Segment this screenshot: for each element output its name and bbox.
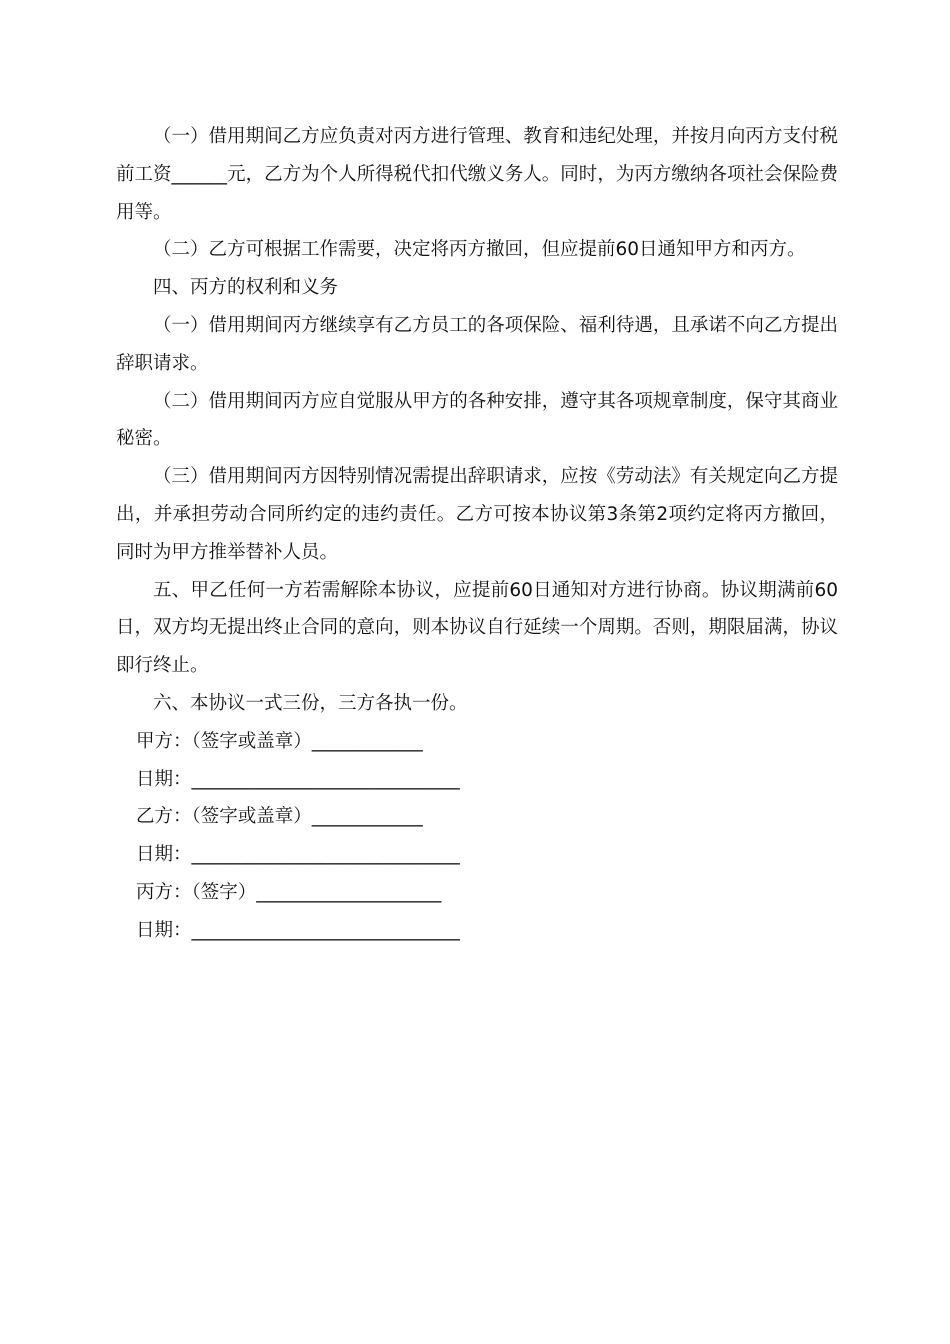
clause-4-1-paragraph: （一）借用期间丙方继续享有乙方员工的各项保险、福利待遇，且承诺不向乙方提出辞职请求。 [116,314,838,374]
signature-block [116,723,838,950]
clause-3-1-paragraph: （一）借用期间乙方应负责对丙方进行管理、教育和违纪处理，并按月向丙方支付税前工资______元，乙方为个人所得税代扣代缴义务人。同时，为丙方缴纳各项社会保险费用等。 [116,126,838,223]
party-b-date-line: 日期：_____________________________ [136,844,460,866]
party-c-signature-line: 丙方：（签字）____________________ [136,881,442,903]
document-body [116,118,838,950]
party-c-date-line: 日期：_____________________________ [136,919,460,941]
party-b-signature-line: 乙方：（签字或盖章）____________ [136,806,423,828]
clause-4-3-paragraph: （三）借用期间丙方因特别情况需提出辞职请求，应按《劳动法》有关规定向乙方提出，并承担劳动合同所约定的违约责任。乙方可按本协议第3条第2项约定将丙方撤回，同时为甲方推举替补人员。 [116,466,838,563]
section-5-paragraph: 五、甲乙任何一方若需解除本协议，应提前60日通知对方进行协商。协议期满前60日，双方均无提出终止合同的意向，则本协议自行延续一个周期。否则，期限届满，协议即行终止。 [116,579,838,677]
clause-4-2-paragraph: （二）借用期间丙方应自觉服从甲方的各种安排，遵守其各项规章制度，保守其商业秘密。 [116,390,838,450]
clause-3-2-paragraph: （二）乙方可根据工作需要，决定将丙方撤回，但应提前60日通知甲方和丙方。 [153,239,806,261]
party-a-date-line: 日期：_____________________________ [136,768,460,790]
party-a-signature-line: 甲方：（签字或盖章）____________ [136,730,423,752]
section-6-paragraph: 六、本协议一式三份，三方各执一份。 [153,692,468,714]
section-4-heading: 四、丙方的权利和义务 [153,277,339,299]
